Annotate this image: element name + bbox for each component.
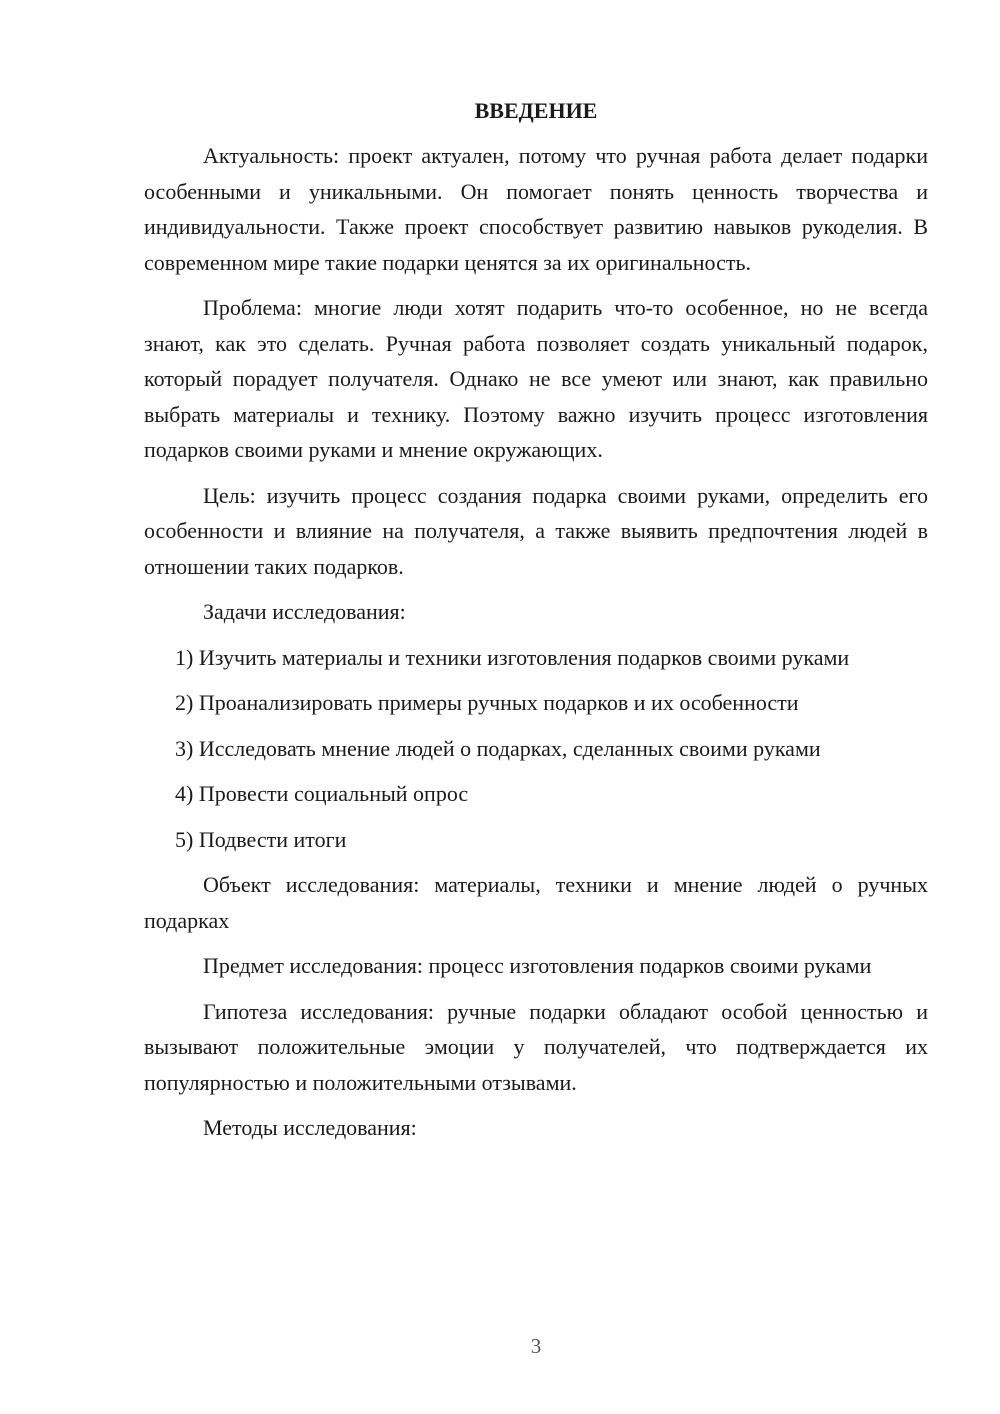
list-item: 3) Исследовать мнение людей о подарках, сделанных своими руками <box>175 735 821 761</box>
goal-paragraph: Цель: изучить процесс создания подарка своими руками, определить его особенности и влияние на получателя, а также выявить предпочтения людей в отношении таких подарков. <box>144 482 928 579</box>
section-heading: ВВЕДЕНИЕ <box>474 98 598 123</box>
methods-title: Методы исследования: <box>203 1115 417 1140</box>
subject-paragraph: Предмет исследования: процесс изготовления подарков своими руками <box>203 953 872 978</box>
list-item: 5) Подвести итоги <box>175 826 347 852</box>
page-content <box>144 93 928 1156</box>
tasks-title: Задачи исследования: <box>203 599 406 624</box>
relevance-paragraph: Актуальность: проект актуален, потому что ручная работа делает подарки особенными и уникальными. Он помогает понять ценность творчества и индивидуальности. Также проект способствует развитию навыков рукоделия. В современном мире такие подарки ценятся за их оригинальность. <box>144 143 928 275</box>
tasks-list <box>144 640 928 858</box>
list-item: 1) Изучить материалы и техники изготовления подарков своими руками <box>175 644 850 670</box>
page-number: 3 <box>530 1334 542 1358</box>
problem-paragraph: Проблема: многие люди хотят подарить что-то особенное, но не всегда знают, как это сделать. Ручная работа позволяет создать уникальный подарок, который порадует получателя. Однако не все умеют или знают, как правильно выбрать материалы и технику. Поэтому важно изучить процесс изготовления подарков своими руками и мнение окружающих. <box>144 295 928 462</box>
list-item: 2) Проанализировать примеры ручных подарков и их особенности <box>175 690 799 715</box>
hypothesis-paragraph: Гипотеза исследования: ручные подарки обладают особой ценностью и вызывают положительные эмоции у получателей, что подтверждается их популярностью и положительными отзывами. <box>144 998 928 1095</box>
object-paragraph: Объект исследования: материалы, техники и мнение людей о ручных подарках <box>144 872 928 933</box>
list-item: 4) Провести социальный опрос <box>175 781 469 806</box>
